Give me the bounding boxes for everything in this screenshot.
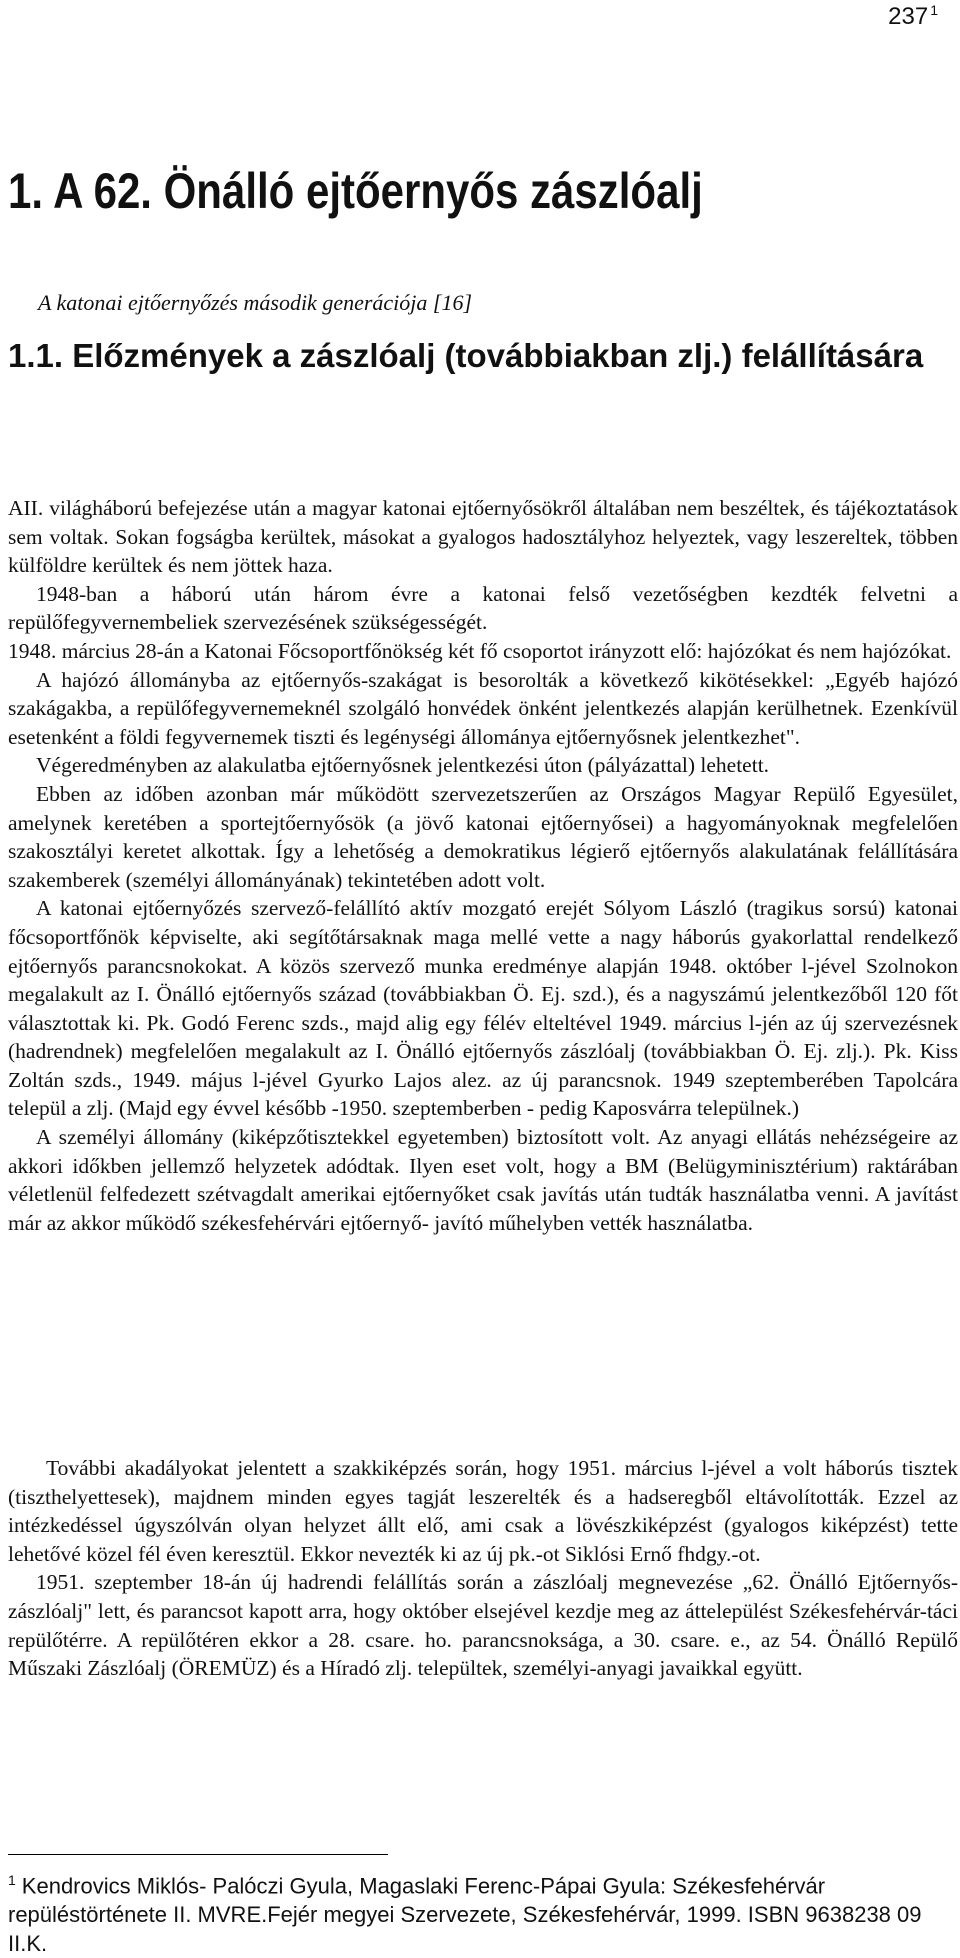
body-text-block-1: [8, 494, 958, 1237]
section-title: 1.1. Előzmények a zászlóalj (továbbiakban zlj.) felállítására: [8, 337, 924, 374]
footnote-text: Kendrovics Miklós- Palóczi Gyula, Magaslaki Ferenc-Pápai Gyula: Székesfehérvár repüléstörténete II. MVRE.Fejér megyei Szervezete, Székesfehérvár, 1999. ISBN 9638238 09 II.K.: [8, 1873, 922, 1957]
paragraph: AII. világháború befejezése után a magyar katonai ejtőernyősökről általában nem beszéltek, és tájékoztatások sem voltak. Sokan fogságba kerültek, másokat a gyalogos hadosztályhoz helyeztek, vagy leszereltek, többen külföldre kerültek és nem jöttek haza.: [8, 496, 958, 578]
body-text-block-2: [8, 1454, 958, 1683]
footnote-reference: 1: [930, 2, 938, 18]
paragraph: Végeredményben az alakulatba ejtőernyősnek jelentkezési úton (pályázattal) lehetett.: [36, 753, 770, 778]
footnote-marker: 1: [8, 1872, 16, 1888]
page-number-value: 237: [888, 3, 929, 30]
paragraph: 1948. március 28-án a Katonai Főcsoportfőnökség két fő csoportot irányzott elő: hajózókat és nem hajózókat.: [8, 638, 952, 663]
footnote-separator: [8, 1854, 388, 1855]
paragraph: A hajózó állományba az ejtőernyős-szakágat is besorolták a következő kikötésekkel: „Egyéb hajózó szakágakba, a repülőfegyvernemeknél szolgáló honvédek önként jelentkezés alapján kerülhetnek. Ezenkívül esetenként a földi fegyvernemek tiszti és legénységi állománya ejtőernyősnek jelentkezhet".: [8, 667, 958, 749]
footnote: [8, 1866, 948, 1958]
paragraph: A katonai ejtőernyőzés szervező-felállító aktív mozgató erejét Sólyom László (tragikus sorsú) katonai főcsoportfőnök képviselte, aki segítőtársaknak maga mellé vette a nagy háborús gyakorlattal rendelkező ejtőernyős parancsnokokat. A közös szervező munka eredménye alapján 1948. október l-jével Szolnokon megalakult az I. Önálló ejtőernyős század (továbbiakban Ö. Ej. szd.), és a nagyszámú jelentkezőből 120 főt választottak ki. Pk. Godó Ferenc szds., majd alig egy félév elteltével 1949. március l-jén az új szervezésnek (hadrendnek) megfelelően megalakult az I. Önálló ejtőernyős zászlóalj (továbbiakban Ö. Ej. zlj.). Pk. Kiss Zoltán szds., 1949. május l-jével Gyurko Lajos alez. az új parancsnok. 1949 szeptemberében Tapolcára települ a zlj. (Majd egy évvel később -1950. szeptemberben - pedig Kaposvárra települnek.): [8, 896, 958, 1121]
paragraph: 1948-ban a háború után három évre a katonai felső vezetőségben kezdték felvetni a repülőfegyvernembeliek szervezésének szükségességét.: [8, 581, 958, 635]
paragraph: További akadályokat jelentett a szakkiképzés során, hogy 1951. március l-jével a volt háborús tisztek (tiszthelyettesek), majdnem minden egyes tagját leszerelték és a hadseregből eltávolították. Ezzel az intézkedéssel úgyszólván olyan helyzet állt elő, ami csak a lövészkiképzést (gyalogos kiképzést) tette lehetővé közel fél éven keresztül. Ekkor nevezték ki az új pk.-ot Siklósi Ernő fhdgy.-ot.: [8, 1456, 958, 1566]
paragraph: Ebben az időben azonban már működött szervezetszerűen az Országos Magyar Repülő Egyesület, amelynek keretében a sportejtőernyősök (a jövő katonai ejtőernyősei) a hagyományoknak megfelelően szakosztályi keretet alkottak. Így a lehetőség a demokratikus légierő ejtőernyős alakulatának felállítására szakemberek (személyi állományának) tekintetében adott volt.: [8, 781, 958, 892]
page-number: [888, 2, 938, 31]
chapter-title: 1. A 62. Önálló ejtőernyős zászlóalj: [8, 163, 703, 219]
chapter-subtitle: A katonai ejtőernyőzés második generációja [16]: [38, 290, 473, 315]
paragraph: 1951. szeptember 18-án új hadrendi felállítás során a zászlóalj megnevezése „62. Önálló Ejtőernyős-zászlóalj" lett, és parancsot kapott arra, hogy október elsejével kezdje meg az áttelepülést Székesfehérvár-táci repülőtérre. A repülőtéren ekkor a 28. csare. ho. parancsnoksága, a 30. csare. e., az 54. Önálló Repülő Műszaki Zászlóalj (ÖREMÜZ) és a Híradó zlj. települtek, személyi-anyagi javaikkal együtt.: [8, 1570, 958, 1681]
paragraph: A személyi állomány (kiképzőtisztekkel egyetemben) biztosított volt. Az anyagi ellátás nehézségeire az akkori időkben jellemző helyzetek adódtak. Ilyen eset volt, hogy a BM (Belügyminisztérium) raktárában véletlenül felfedezett szétvagdalt amerikai ejtőernyőket csak javítás után tudták használatba venni. A javítást már az akkor működő székesfehérvári ejtőernyő- javító műhelyben vették használatba.: [8, 1125, 958, 1235]
